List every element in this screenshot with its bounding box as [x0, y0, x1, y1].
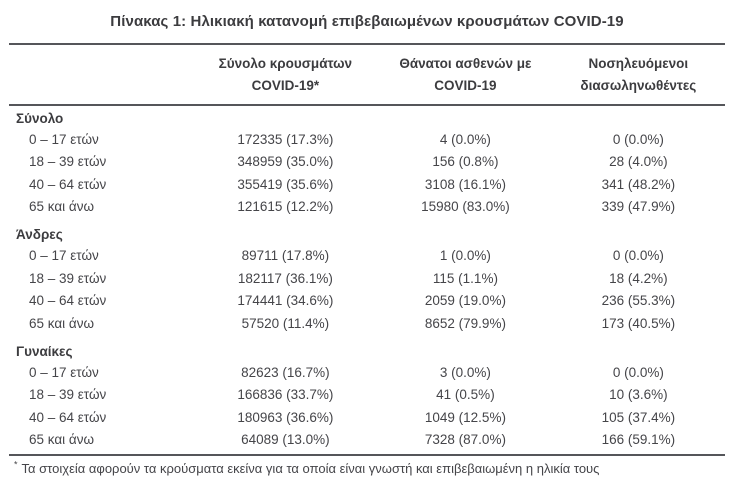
age-label-cell: 0 – 17 ετών	[29, 364, 99, 380]
section-name: Σύνολο	[16, 110, 64, 126]
cases-cell: 348959 (35.0%)	[237, 154, 334, 170]
table-row	[9, 173, 725, 196]
deaths-cell: 8652 (79.9%)	[424, 315, 506, 331]
covid-age-distribution-table	[9, 43, 725, 456]
table-row	[9, 128, 725, 151]
cases-cell: 121615 (12.2%)	[237, 199, 334, 215]
section-row-total	[9, 105, 725, 129]
table-row	[9, 267, 725, 290]
intubated-cell: 341 (48.2%)	[601, 176, 676, 192]
age-label-cell: 18 – 39 ετών	[29, 270, 107, 286]
deaths-cell: 15980 (83.0%)	[421, 199, 510, 215]
section-name: Γυναίκες	[16, 343, 73, 359]
cases-cell: 57520 (11.4%)	[241, 315, 330, 331]
col-header-intubated-line2: διασωληνωθέντες	[580, 77, 697, 93]
intubated-cell: 166 (59.1%)	[601, 432, 676, 448]
table-row	[9, 384, 725, 407]
age-label-cell: 18 – 39 ετών	[29, 154, 107, 170]
table-row	[9, 151, 725, 174]
age-label-cell: 0 – 17 ετών	[29, 248, 99, 264]
intubated-cell: 0 (0.0%)	[612, 131, 664, 147]
deaths-cell: 1049 (12.5%)	[424, 409, 506, 425]
intubated-cell: 10 (3.6%)	[609, 387, 668, 403]
section-row-women	[9, 335, 725, 362]
page-title: Πίνακας 1: Ηλικιακή κατανομή επιβεβαιωμένων κρουσμάτων COVID-19	[110, 13, 624, 30]
deaths-cell: 156 (0.8%)	[432, 154, 499, 170]
intubated-cell: 236 (55.3%)	[601, 293, 676, 309]
deaths-cell: 1 (0.0%)	[439, 248, 491, 264]
age-label-cell: 40 – 64 ετών	[29, 176, 107, 192]
table-row	[9, 361, 725, 384]
col-header-deaths-line1: Θάνατοι ασθενών με	[399, 56, 532, 71]
footnote-asterisk: *	[14, 459, 18, 470]
intubated-cell: 105 (37.4%)	[601, 409, 676, 425]
deaths-cell: 41 (0.5%)	[436, 387, 495, 403]
intubated-cell: 18 (4.2%)	[609, 270, 668, 286]
age-label-cell: 18 – 39 ετών	[29, 387, 107, 403]
deaths-cell: 2059 (19.0%)	[424, 293, 506, 309]
cases-cell: 166836 (33.7%)	[237, 387, 334, 403]
table-row	[9, 245, 725, 268]
col-header-total-cases-line1: Σύνολο κρουσμάτων	[218, 56, 353, 71]
col-header-total-cases-line2: COVID-19*	[251, 77, 320, 93]
cases-cell: 172335 (17.3%)	[237, 131, 334, 147]
cases-cell: 82623 (16.7%)	[241, 364, 330, 380]
empty-corner-cell	[9, 44, 192, 105]
col-header-total-cases	[192, 44, 380, 105]
cases-cell: 64089 (13.0%)	[241, 432, 330, 448]
col-header-intubated	[552, 44, 725, 105]
table-row	[9, 290, 725, 313]
cases-cell: 182117 (36.1%)	[237, 270, 333, 286]
header-row	[9, 44, 725, 105]
deaths-cell: 3 (0.0%)	[439, 364, 491, 380]
intubated-cell: 0 (0.0%)	[612, 364, 664, 380]
col-header-intubated-line1: Νοσηλευόμενοι	[588, 56, 689, 71]
intubated-cell: 0 (0.0%)	[612, 248, 664, 264]
table-row	[9, 406, 725, 429]
table-row	[9, 312, 725, 335]
age-label-cell: 40 – 64 ετών	[29, 293, 107, 309]
table-row	[9, 429, 725, 455]
age-label-cell: 40 – 64 ετών	[29, 409, 107, 425]
age-label-cell: 65 και άνω	[29, 199, 95, 215]
age-label-cell: 0 – 17 ετών	[29, 131, 99, 147]
age-label-cell: 65 και άνω	[29, 432, 95, 448]
cases-cell: 89711 (17.8%)	[241, 248, 330, 264]
intubated-cell: 28 (4.0%)	[609, 154, 668, 170]
deaths-cell: 3108 (16.1%)	[424, 176, 506, 192]
col-header-deaths-line2: COVID-19	[434, 77, 497, 93]
age-label-cell: 65 και άνω	[29, 315, 95, 331]
table-row	[9, 196, 725, 219]
intubated-cell: 339 (47.9%)	[601, 199, 676, 215]
deaths-cell: 4 (0.0%)	[439, 131, 491, 147]
deaths-cell: 7328 (87.0%)	[424, 432, 506, 448]
cases-cell: 355419 (35.6%)	[237, 176, 334, 192]
section-name: Άνδρες	[16, 227, 63, 243]
section-row-men	[9, 218, 725, 245]
deaths-cell: 115 (1.1%)	[432, 270, 498, 286]
footnote	[9, 461, 725, 476]
cases-cell: 174441 (34.6%)	[237, 293, 334, 309]
cases-cell: 180963 (36.6%)	[237, 409, 334, 425]
footnote-text: Τα στοιχεία αφορούν τα κρούσματα εκείνα για τα οποία είναι γνωστή και επιβεβαιωμένη η ηλικία τους	[21, 460, 600, 476]
intubated-cell: 173 (40.5%)	[601, 315, 676, 331]
col-header-deaths	[379, 44, 552, 105]
